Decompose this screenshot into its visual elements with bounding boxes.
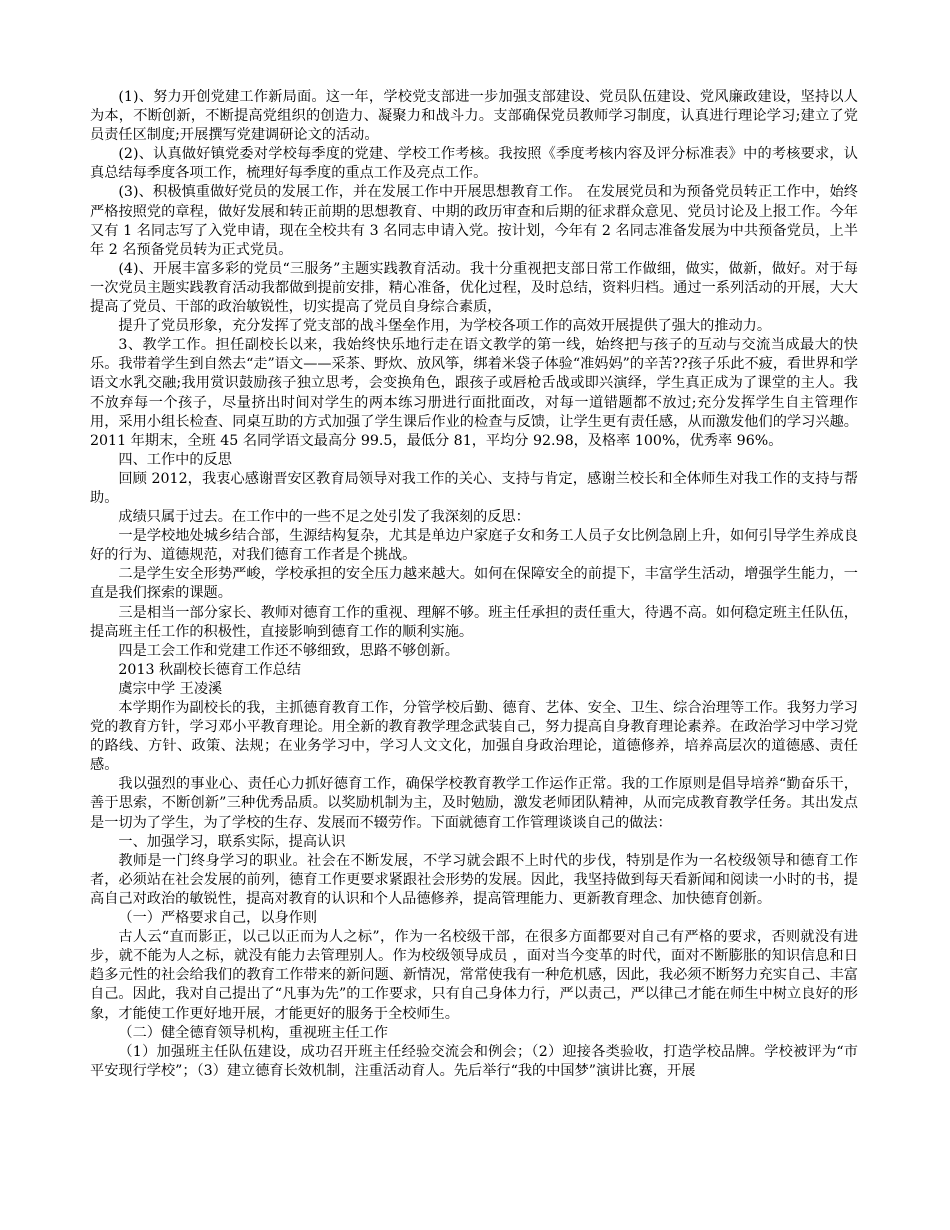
document-title: 2013 秋副校长德育工作总结 [118, 661, 301, 678]
paragraph-shortcoming-4: 四是工会工作和党建工作还不够细致，思路不够创新。 [118, 642, 459, 659]
paragraph-three-services-continued: 提升了党员形象，充分发挥了党支部的战斗堡垒作用，为学校各项工作的高效开展提供了强大的推动力。 [118, 318, 772, 335]
paragraph-review-2012: 回顾 2012，我衷心感谢晋安区教育局领导对我工作的关心、支持与肯定，感谢兰校长和全体师生对我工作的支持与帮助。 [90, 470, 858, 506]
heading-reflection: 四、工作中的反思 [118, 451, 232, 468]
paragraph-shortcomings-intro: 成绩只属于过去。在工作中的一些不足之处引发了我深刻的反思： [118, 509, 530, 526]
paragraph-member-development: (3)、积极慎重做好党员的发展工作，并在发展工作中开展思想教育工作。 在发展党员和为预备党员转正工作中，始终严格按照党的章程，做好发展和转正前期的思想教育、中期的政历审查和后期的征求群众意见、党员讨论及上报工作。今年又有 1 名同志写了入党申请，现在全校共有 3 名同志申请入党。按计划，今年有 2 名同志准备发展为中共预备党员，上半年 2 名预备党员转为正式党员。 [90, 184, 858, 258]
paragraph-shortcoming-2: 二是学生安全形势严峻，学校承担的安全压力越来越大。如何在保障安全的前提下，丰富学生活动，增强学生能力，一直是我们探索的课题。 [90, 566, 858, 602]
paragraph-party-building: (1)、努力开创党建工作新局面。这一年，学校党支部进一步加强支部建设、党员队伍建设、党风廉政建设，坚持以人为本，不断创新，不断提高党组织的创造力、凝聚力和战斗力。支部确保党员教师学习制度，认真进行理论学习;建立了党员责任区制度;开展撰写党建调研论文的活动。 [90, 89, 858, 144]
paragraph-lead-by-example: 古人云“直而影正，以己以正而为人之标”，作为一名校级干部，在很多方面都要对自己有严格的要求，否则就没有进步，就不能为人之标，就没有能力去管理别人。作为校级领导成员 ，面对当今变革的时代，面对不断膨胀的知识信息和日趋多元性的社会给我们的教育工作带来的新问题、新情况，常常使我有一种危机感，因此，我必须不断努力充实自己、丰富自己。因此，我对自己提出了“凡事为先”的工作要求，只有自己身体力行，严以责己，严以律己才能在师生中树立良好的形象，才能使工作更好地开展，才能更好的服务于全校师生。 [90, 929, 858, 1022]
paragraph-three-services: (4)、开展丰富多彩的党员“三服务”主题实践教育活动。我十分重视把支部日常工作做细，做实，做新，做好。对于每一次党员主题实践教育活动我都做到提前安排，精心准备，优化过程，及时总结，资料归档。通过一系列活动的开展，大大提高了党员、干部的政治敏锐性，切实提高了党员自身综合素质， [90, 260, 858, 316]
author-line: 虞宗中学 王凌溪 [118, 680, 223, 697]
paragraph-shortcoming-3: 三是相当一部分家长、教师对德育工作的重视、理解不够。班主任承担的责任重大，待遇不高。如何稳定班主任队伍，提高班主任工作的积极性，直接影响到德育工作的顺利实施。 [90, 604, 858, 640]
paragraph-lifelong-learning: 教师是一门终身学习的职业。社会在不断发展，不学习就会跟不上时代的步伐，特别是作为一名校级领导和德育工作者，必须站在社会发展的前列，德育工作更要求紧跟社会形势的发展。因此，我坚持做到每天看新闻和阅读一小时的书，提高自己对政治的敏锐性，提高对教育的认识和个人品德修养，提高管理能力、更新教育理念、加快德育创新。 [90, 852, 858, 907]
heading-strengthen-learning: 一、加强学习，联系实际，提高认识 [118, 833, 346, 850]
heading-strict-self: （一）严格要求自己，以身作则 [118, 910, 318, 927]
paragraph-quarterly-assessment: (2)、认真做好镇党委对学校每季度的党建、学校工作考核。我按照《季度考核内容及评分标准表》中的考核要求，认真总结每季度各项工作，梳理好每季度的重点工作及亮点工作。 [90, 146, 858, 182]
paragraph-role-intro: 本学期作为副校长的我，主抓德育教育工作，分管学校后勤、德育、艺体、安全、卫生、综合治理等工作。我努力学习党的教育方针，学习邓小平教育理论。用全新的教育教学理念武装自己，努力提高自身教育理论素养。在政治学习中学习党的路线、方针、政策、法规；在业务学习中，学习人文文化，加强自身政治理论，道德修养，培养高层次的道德感、责任感。 [90, 700, 858, 774]
heading-moral-leadership: （二）健全德育领导机构，重视班主任工作 [118, 1024, 388, 1041]
paragraph-work-principle: 我以强烈的事业心、责任心力抓好德育工作，确保学校教育教学工作运作正常。我的工作原则是倡导培养“勤奋乐干，善于思索，不断创新”三种优秀品质。以奖励机制为主，及时勉励，激发老师团队精神，从而完成教育教学任务。其出发点是一切为了学生，为了学校的生存、发展而不辍劳作。下面就德育工作管理谈谈自己的做法： [90, 776, 858, 831]
paragraph-teaching-work: 3、教学工作。担任副校长以来，我始终快乐地行走在语文教学的第一线，始终把与孩子的互动与交流当成最大的快乐。我带着学生到自然去“走”语文——采茶、野炊、放风筝，绑着米袋子体验“准妈妈”的辛苦??孩子乐此不疲，看世界和学语文水乳交融;我用赏识鼓励孩子独立思考，会变换角色，跟孩子或唇枪舌战或即兴演绎，学生真正成为了课堂的主人。我不放弃每一个孩子，尽量挤出时间对学生的两本练习册进行面批面改，对每一道错题都不放过;充分发挥学生自主管理作用，采用小组长检查、同桌互助的方式加强了学生课后作业的检查与反馈，让学生更有责任感，从而激发他们的学习兴趣。2011 年期末，全班 45 名同学语文最高分 99.5，最低分 81，平均分 92.98，及格率 100%，优秀率 96%。 [90, 337, 858, 449]
paragraph-shortcoming-1: 一是学校地处城乡结合部，生源结构复杂，尤其是单边户家庭子女和务工人员子女比例急剧上升，如何引导学生养成良好的行为、道德规范，对我们德育工作者是个挑战。 [90, 528, 858, 564]
paragraph-class-teacher-work: （1）加强班主任队伍建设，成功召开班主任经验交流会和例会；（2）迎接各类验收，打造学校品牌。学校被评为“市平安现行学校”；（3）建立德育长效机制，注重活动育人。先后举行“我的中国梦”演讲比赛，开展 [90, 1043, 858, 1079]
